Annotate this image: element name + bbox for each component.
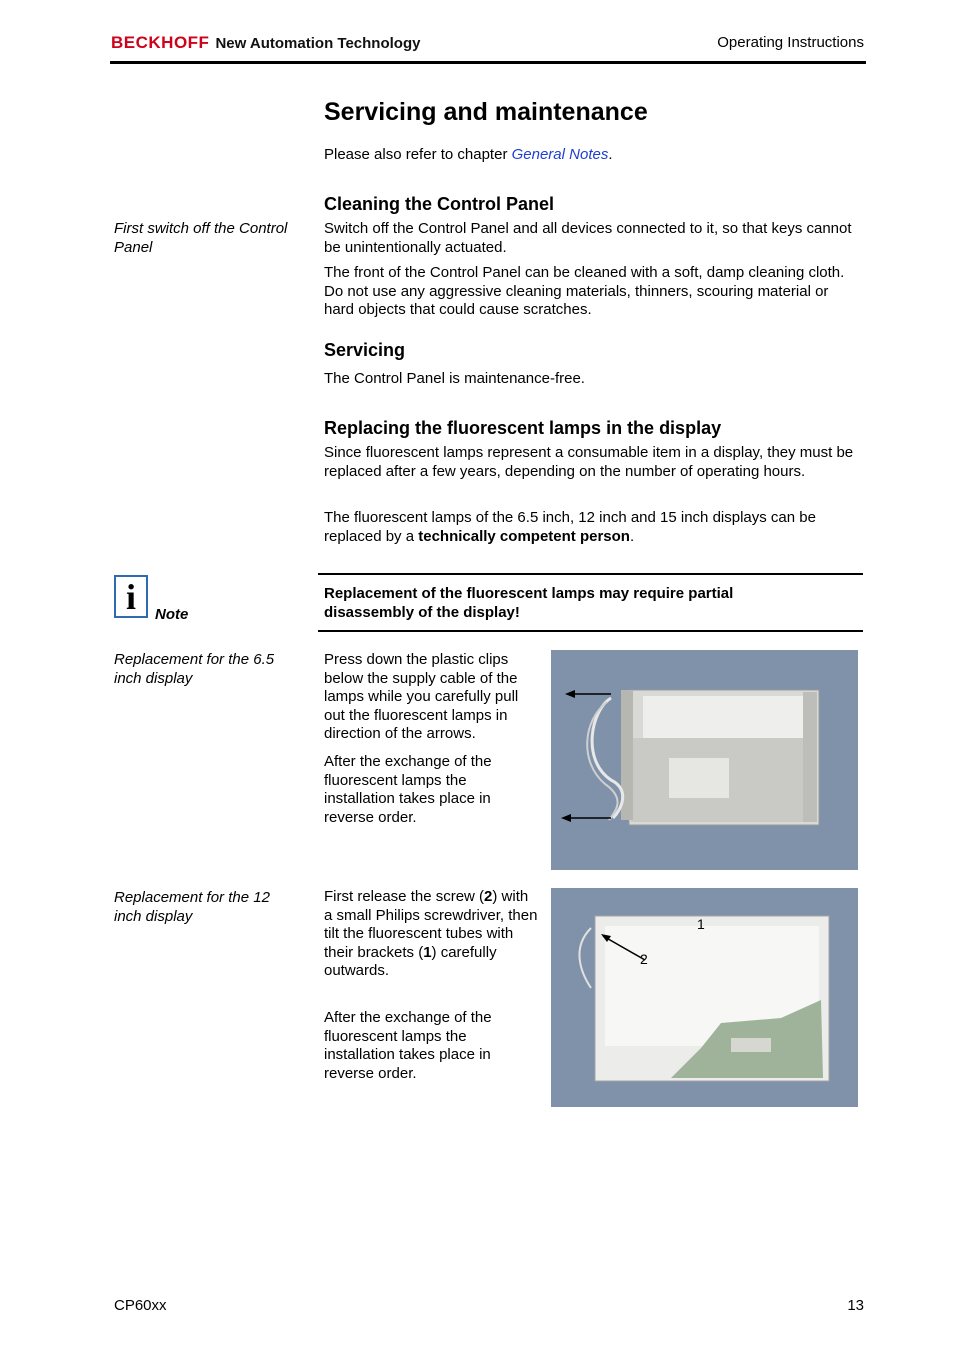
callout-2: 2 xyxy=(640,951,648,967)
servicing-heading: Servicing xyxy=(324,340,406,360)
display65-paragraph-1: Press down the plastic clips below the supply cable of the lamps while you carefully pull out the fluorescent lamps in direction of the arrows. xyxy=(324,651,519,742)
cleaning-paragraph-1: Switch off the Control Panel and all devices connected to it, so that keys cannot be unintentionally actuated. xyxy=(324,220,852,256)
header-title: Operating Instructions xyxy=(717,34,864,51)
display12-photo xyxy=(551,888,858,1107)
info-icon: i xyxy=(114,575,148,618)
display12-paragraph-2: After the exchange of the fluorescent lamps the installation takes place in reverse order. xyxy=(324,1009,492,1082)
note-text: Replacement of the fluorescent lamps may require partial disassembly of the display! xyxy=(324,585,734,621)
display65-photo xyxy=(551,650,858,870)
lamps-paragraph-2 xyxy=(324,509,859,546)
lamps-p2-bold: technically competent person xyxy=(418,527,630,545)
servicing-paragraph: The Control Panel is maintenance-free. xyxy=(324,370,585,387)
brand-tagline: New Automation Technology xyxy=(215,35,421,52)
intro-paragraph xyxy=(324,146,864,165)
cleaning-paragraph-2: The front of the Control Panel can be cleaned with a soft, damp cleaning cloth. Do not use any aggressive cleaning materials, thinners, scouring material or hard objects that could cause scratches. xyxy=(324,264,845,318)
brand-name: BECKHOFF xyxy=(111,33,210,52)
brand-logo xyxy=(111,33,420,53)
cleaning-heading: Cleaning the Control Panel xyxy=(324,194,555,214)
general-notes-link[interactable]: General Notes xyxy=(511,146,609,163)
display12-side-note: Replacement for the 12 inch display xyxy=(114,889,270,925)
lamps-heading: Replacing the fluorescent lamps in the display xyxy=(324,418,722,438)
cleaning-side-note: First switch off the Control Panel xyxy=(114,220,288,256)
display12-paragraph-1: First release the screw (2) with a small Philips screwdriver, then tilt the fluorescent tubes with their brackets (1) carefully outwards. xyxy=(324,888,538,979)
note-label: Note xyxy=(155,606,189,623)
lamps-p2-prefix: The fluorescent lamps of the 6.5 inch, 12 inch and 15 inch displays can be replaced by a xyxy=(324,509,816,545)
footer-page-number: 13 xyxy=(847,1297,864,1314)
page-title: Servicing and maintenance xyxy=(324,98,648,126)
footer-product: CP60xx xyxy=(114,1297,167,1314)
intro-suffix: . xyxy=(608,146,613,163)
callout-1: 1 xyxy=(697,916,705,932)
intro-prefix: Please also refer to chapter xyxy=(324,146,512,163)
note-top-rule xyxy=(318,573,863,575)
lamps-paragraph-1: Since fluorescent lamps represent a consumable item in a display, they must be replaced after a few years, depending on the number of operating hours. xyxy=(324,444,854,480)
header-rule xyxy=(110,61,866,64)
display65-side-note: Replacement for the 6.5 inch display xyxy=(114,651,275,687)
lamps-p2-suffix: . xyxy=(629,527,635,545)
display65-paragraph-2: After the exchange of the fluorescent lamps the installation takes place in reverse order. xyxy=(324,753,492,826)
note-bottom-rule xyxy=(318,630,863,632)
